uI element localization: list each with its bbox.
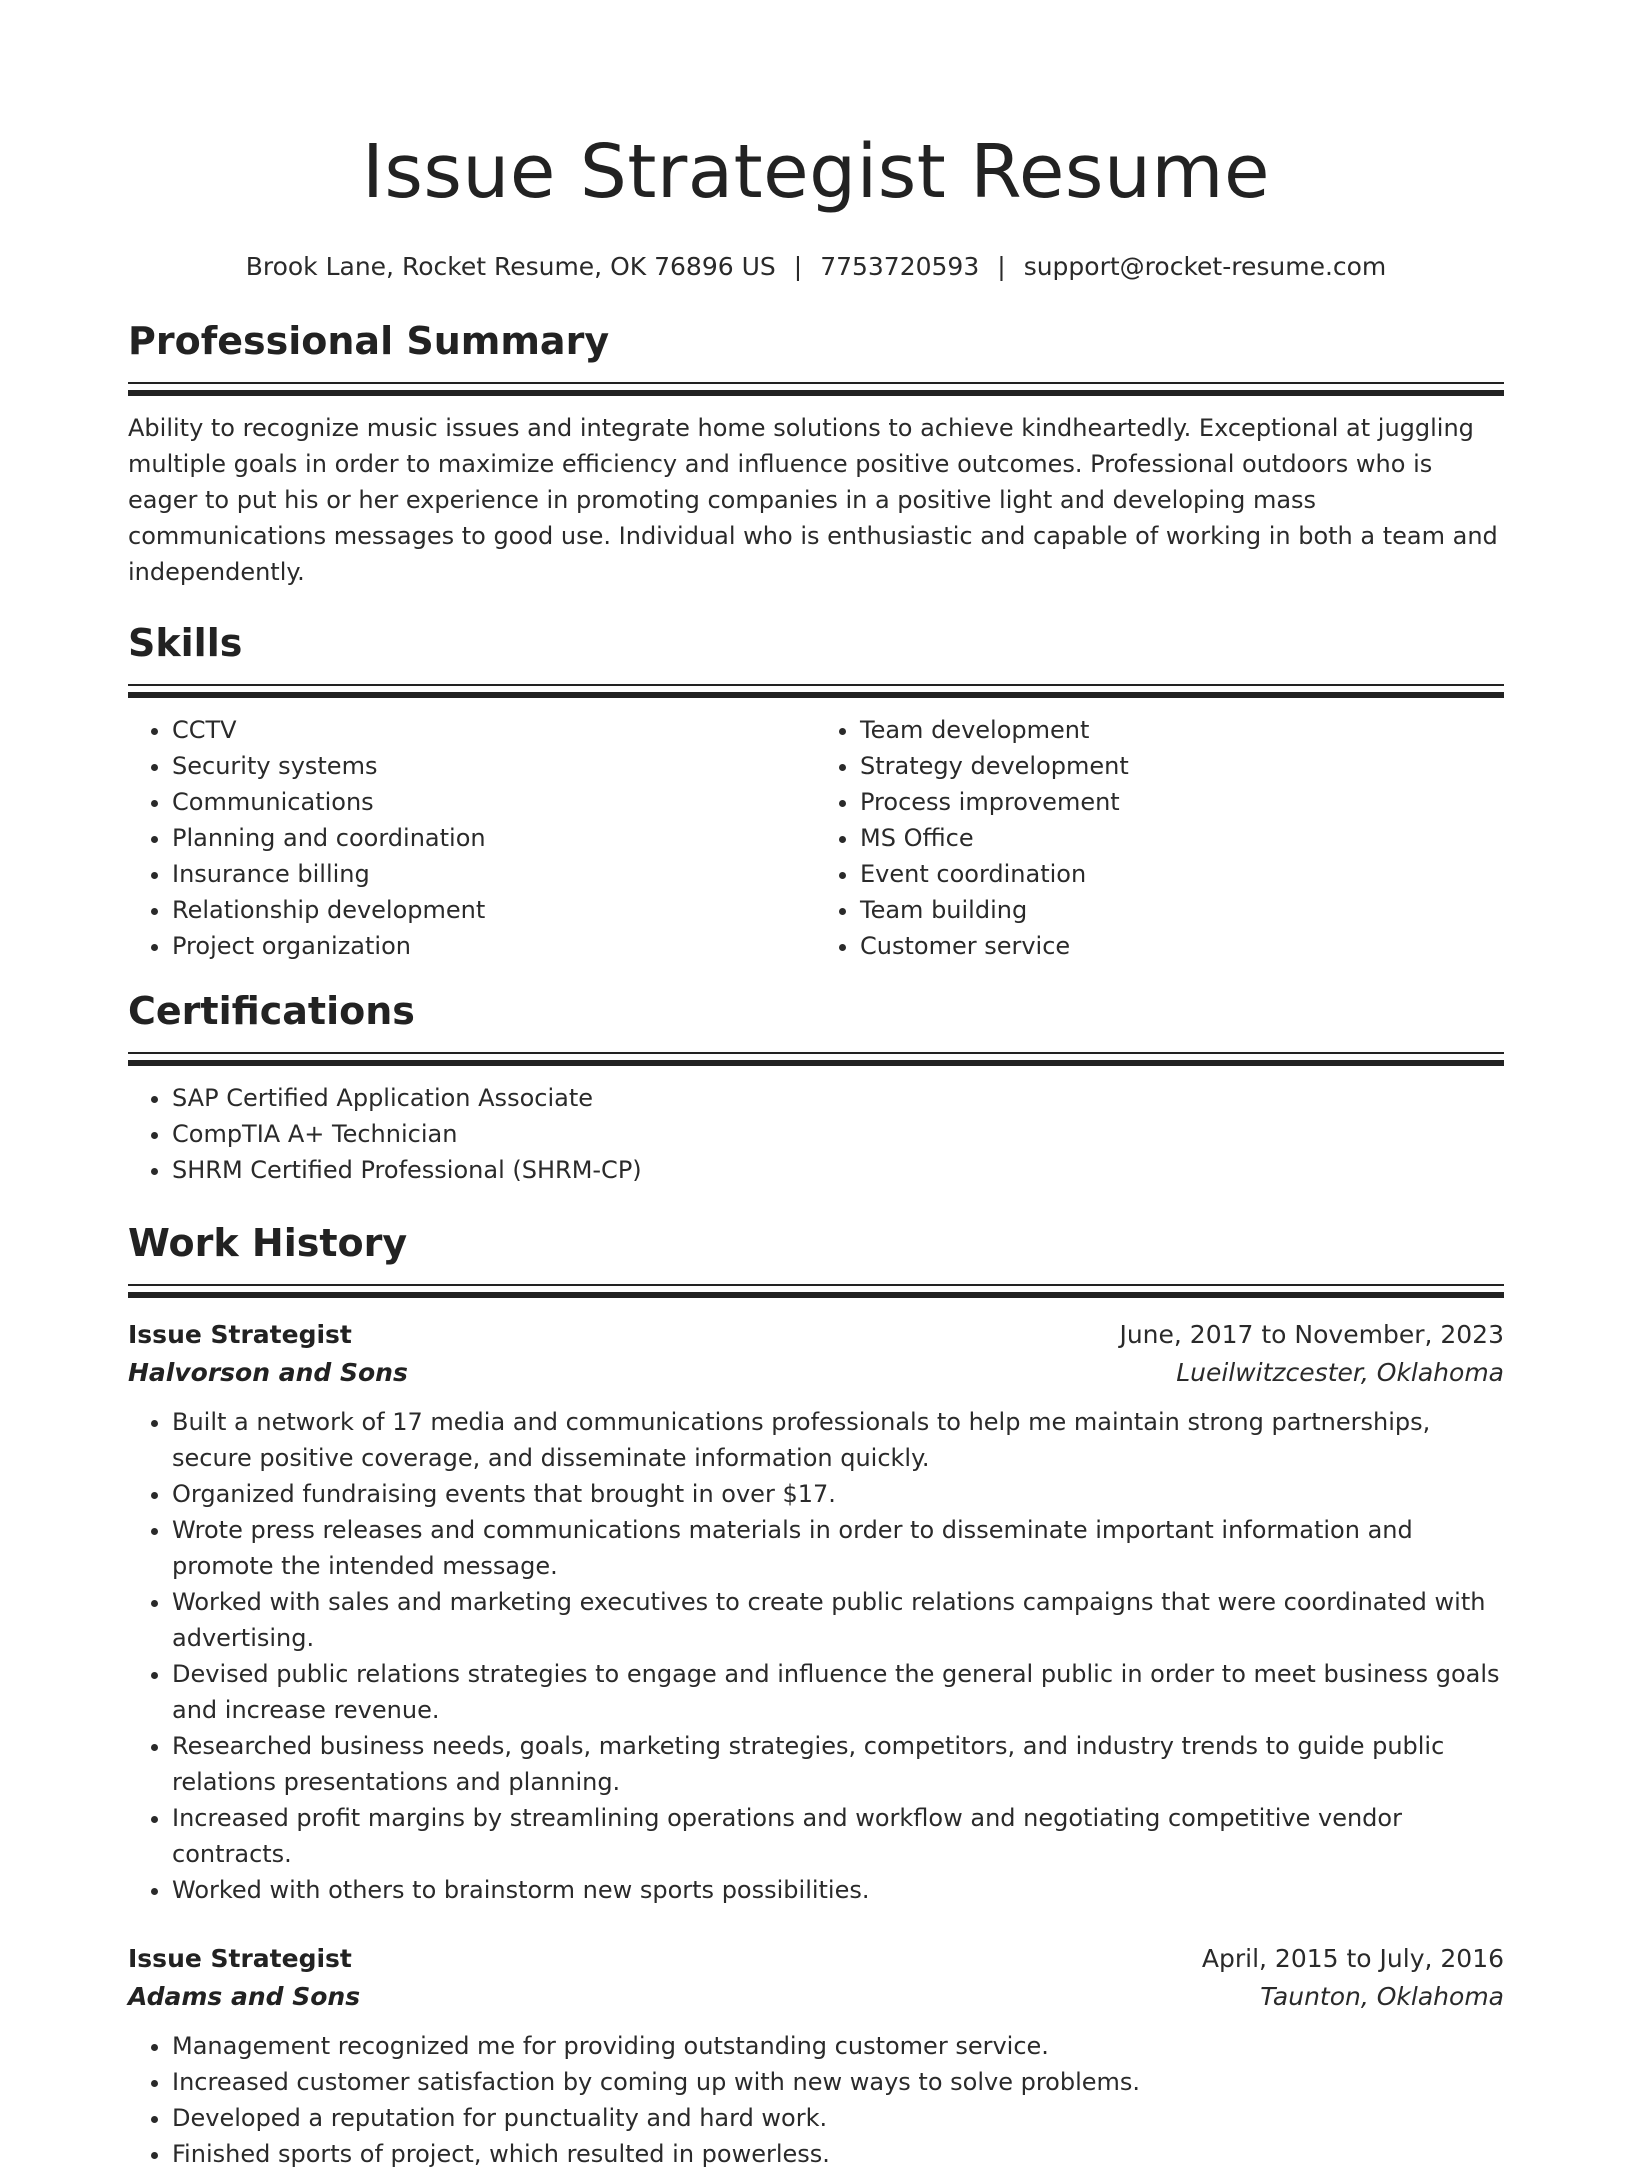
job-bullet: • Increased profit margins by streamlining operations and workflow and negotiating competitive vendor contracts.: [172, 1800, 1504, 1872]
skill-item: • Team development: [860, 712, 1504, 748]
job-entry: [128, 1316, 1504, 1908]
skill-item: • CCTV: [172, 712, 816, 748]
skill-item: • Process improvement: [860, 784, 1504, 820]
job-title: Issue Strategist: [128, 1944, 352, 1973]
skill-item: • Team building: [860, 892, 1504, 928]
job-bullet: • Worked with sales and marketing executives to create public relations campaigns that were coordinated with advertising.: [172, 1584, 1504, 1656]
job-bullet: • Increased customer satisfaction by coming up with new ways to solve problems.: [172, 2064, 1504, 2100]
section-divider: [128, 1284, 1504, 1298]
job-company-row: [128, 1978, 1504, 2016]
job-bullet: • Worked with others to brainstorm new sports possibilities.: [172, 1872, 1504, 1908]
contact-address: Brook Lane, Rocket Resume, OK 76896 US: [245, 252, 776, 281]
job-bullet: • Management recognized me for providing outstanding customer service.: [172, 2028, 1504, 2064]
job-header-row: [128, 1316, 1504, 1354]
job-bullet: • Organized fundraising events that brought in over $17.: [172, 1476, 1504, 1512]
section-divider: [128, 1052, 1504, 1066]
certifications-section: [128, 986, 1504, 1188]
summary-section: [128, 316, 1504, 590]
skills-right-list: [816, 712, 1504, 964]
skill-item: • Event coordination: [860, 856, 1504, 892]
work-history-section: [128, 1218, 1504, 2172]
job-bullet: • Finished sports of project, which resulted in powerless.: [172, 2136, 1504, 2172]
skill-item: • Customer service: [860, 928, 1504, 964]
job-location: Taunton, Oklahoma: [1260, 1982, 1504, 2011]
skill-item: • Project organization: [172, 928, 816, 964]
job-title: Issue Strategist: [128, 1320, 352, 1349]
contact-separator: |: [793, 252, 803, 281]
skill-item: • Planning and coordination: [172, 820, 816, 856]
section-divider: [128, 684, 1504, 698]
certification-item: • SAP Certified Application Associate: [172, 1080, 1504, 1116]
job-location: Lueilwitzcester, Oklahoma: [1176, 1358, 1504, 1387]
contact-separator: |: [997, 252, 1006, 281]
job-company: Adams and Sons: [128, 1982, 361, 2011]
certifications-list: [128, 1080, 1504, 1188]
skill-item: • Insurance billing: [172, 856, 816, 892]
skill-item: • Security systems: [172, 748, 816, 784]
job-entry: [128, 1940, 1504, 2172]
skills-grid: [128, 712, 1504, 964]
job-company-row: [128, 1354, 1504, 1392]
job-bullet: • Devised public relations strategies to engage and influence the general public in order to meet business goals and increase revenue.: [172, 1656, 1504, 1728]
certification-item: • SHRM Certified Professional (SHRM-CP): [172, 1152, 1504, 1188]
certifications-heading: Certifications: [128, 989, 415, 1033]
section-divider: [128, 382, 1504, 396]
job-bullet: • Wrote press releases and communications materials in order to disseminate important information and promote the intended message.: [172, 1512, 1504, 1584]
contact-phone: 7753720593: [820, 252, 980, 281]
job-dates: April, 2015 to July, 2016: [1201, 1944, 1504, 1973]
certification-item: • CompTIA A+ Technician: [172, 1116, 1504, 1152]
contact-line: [128, 250, 1504, 284]
summary-heading: Professional Summary: [128, 319, 610, 363]
resume-title: Issue Strategist Resume: [362, 129, 1270, 215]
job-bullet: • Built a network of 17 media and communications professionals to help me maintain strong partnerships, secure positive coverage, and disseminate information quickly.: [172, 1404, 1504, 1476]
job-bullet: • Researched business needs, goals, marketing strategies, competitors, and industry trends to guide public relations presentations and planning.: [172, 1728, 1504, 1800]
skill-item: • MS Office: [860, 820, 1504, 856]
summary-text: Ability to recognize music issues and integrate home solutions to achieve kindheartedly. Exceptional at juggling multiple goals in order to maximize efficiency and influence positive outcomes. Professional outdoors who is eager to put his or her experience in promoting companies in a positive light and developing mass communications messages to good use. Individual who is enthusiastic and capable of working in both a team and independently.: [128, 414, 1498, 586]
job-bullets: [128, 2028, 1504, 2172]
job-dates: June, 2017 to November, 2023: [1119, 1320, 1504, 1349]
skill-item: • Communications: [172, 784, 816, 820]
job-header-row: [128, 1940, 1504, 1978]
skills-left-list: [128, 712, 816, 964]
skills-section: [128, 618, 1504, 964]
work-history-heading: Work History: [128, 1221, 408, 1265]
skill-item: • Relationship development: [172, 892, 816, 928]
skill-item: • Strategy development: [860, 748, 1504, 784]
job-bullet: • Developed a reputation for punctuality and hard work.: [172, 2100, 1504, 2136]
contact-email: support@rocket-resume.com: [1023, 252, 1387, 281]
skills-heading: Skills: [128, 621, 243, 665]
job-company: Halvorson and Sons: [128, 1358, 408, 1387]
job-bullets: [128, 1404, 1504, 1908]
